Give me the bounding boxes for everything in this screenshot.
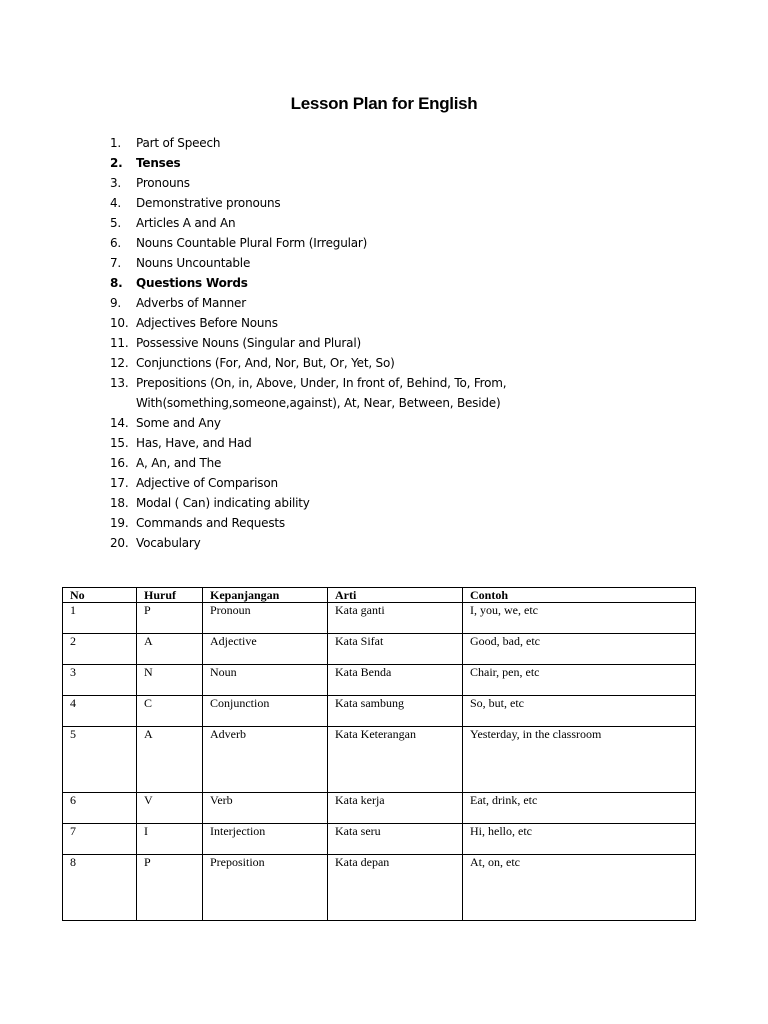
list-item-text: Pronouns <box>136 176 190 190</box>
list-item <box>110 173 536 193</box>
cell-kepanjangan: Adjective <box>203 634 328 665</box>
cell-huruf: V <box>137 793 203 824</box>
list-item <box>110 533 536 553</box>
header-no: No <box>63 588 137 603</box>
list-item <box>110 193 536 213</box>
list-item-text: Tenses <box>136 156 181 170</box>
cell-huruf: C <box>137 696 203 727</box>
list-item-text: Part of Speech <box>136 136 221 150</box>
cell-no: 3 <box>63 665 137 696</box>
table-row <box>63 793 696 824</box>
topic-list <box>110 133 536 553</box>
table-row <box>63 696 696 727</box>
cell-contoh: Chair, pen, etc <box>463 665 696 696</box>
list-item-number: 20. <box>110 536 129 550</box>
list-item-text: Prepositions (On, in, Above, Under, In front of, Behind, To, From, With(something,someone,against), At, Near, Between, Beside) <box>136 376 507 410</box>
cell-no: 8 <box>63 855 137 921</box>
list-item <box>110 473 536 493</box>
list-item <box>110 493 536 513</box>
list-item-number: 17. <box>110 476 129 490</box>
list-item <box>110 253 536 273</box>
list-item-text: Commands and Requests <box>136 516 285 530</box>
cell-contoh: Hi, hello, etc <box>463 824 696 855</box>
list-item-number: 11. <box>110 336 129 350</box>
cell-arti: Kata Keterangan <box>328 727 463 793</box>
list-item-number: 4. <box>110 196 122 210</box>
list-item-number: 9. <box>110 296 122 310</box>
cell-arti: Kata kerja <box>328 793 463 824</box>
list-item <box>110 513 536 533</box>
list-item-number: 8. <box>110 276 123 290</box>
list-item-number: 7. <box>110 256 122 270</box>
table-header-row <box>63 588 696 603</box>
list-item-number: 6. <box>110 236 122 250</box>
cell-huruf: P <box>137 855 203 921</box>
list-item-number: 13. <box>110 376 129 390</box>
list-item-text: Adjective of Comparison <box>136 476 278 490</box>
table-row <box>63 727 696 793</box>
list-item-text: Conjunctions (For, And, Nor, But, Or, Yet, So) <box>136 356 395 370</box>
cell-huruf: A <box>137 727 203 793</box>
list-item-text: Adverbs of Manner <box>136 296 246 310</box>
list-item-number: 15. <box>110 436 129 450</box>
cell-contoh: Good, bad, etc <box>463 634 696 665</box>
list-item <box>110 153 536 173</box>
cell-kepanjangan: Preposition <box>203 855 328 921</box>
list-item-number: 18. <box>110 496 129 510</box>
table-row <box>63 824 696 855</box>
list-item <box>110 413 536 433</box>
cell-contoh: I, you, we, etc <box>463 603 696 634</box>
cell-arti: Kata seru <box>328 824 463 855</box>
list-item <box>110 313 536 333</box>
header-arti: Arti <box>328 588 463 603</box>
list-item-text: Vocabulary <box>136 536 201 550</box>
list-item <box>110 373 536 413</box>
list-item-number: 5. <box>110 216 122 230</box>
cell-kepanjangan: Pronoun <box>203 603 328 634</box>
table-row <box>63 634 696 665</box>
cell-no: 6 <box>63 793 137 824</box>
list-item-number: 2. <box>110 156 123 170</box>
cell-contoh: Eat, drink, etc <box>463 793 696 824</box>
list-item <box>110 293 536 313</box>
table-row <box>63 603 696 634</box>
list-item-text: A, An, and The <box>136 456 222 470</box>
list-item-text: Modal ( Can) indicating ability <box>136 496 310 510</box>
cell-no: 7 <box>63 824 137 855</box>
list-item-text: Questions Words <box>136 276 248 290</box>
list-item-text: Some and Any <box>136 416 221 430</box>
list-item-number: 19. <box>110 516 129 530</box>
cell-no: 4 <box>63 696 137 727</box>
cell-kepanjangan: Noun <box>203 665 328 696</box>
list-item <box>110 353 536 373</box>
list-item-text: Has, Have, and Had <box>136 436 252 450</box>
cell-contoh: At, on, etc <box>463 855 696 921</box>
cell-arti: Kata depan <box>328 855 463 921</box>
cell-arti: Kata Benda <box>328 665 463 696</box>
list-item-number: 16. <box>110 456 129 470</box>
cell-contoh: Yesterday, in the classroom <box>463 727 696 793</box>
cell-arti: Kata ganti <box>328 603 463 634</box>
cell-huruf: P <box>137 603 203 634</box>
list-item-number: 14. <box>110 416 129 430</box>
cell-huruf: I <box>137 824 203 855</box>
list-item <box>110 233 536 253</box>
header-kepanjangan: Kepanjangan <box>203 588 328 603</box>
list-item <box>110 213 536 233</box>
table-row <box>63 855 696 921</box>
cell-huruf: N <box>137 665 203 696</box>
cell-huruf: A <box>137 634 203 665</box>
list-item <box>110 333 536 353</box>
list-item-text: Demonstrative pronouns <box>136 196 281 210</box>
list-item-text: Nouns Countable Plural Form (Irregular) <box>136 236 368 250</box>
cell-no: 1 <box>63 603 137 634</box>
list-item <box>110 453 536 473</box>
list-item-number: 3. <box>110 176 122 190</box>
table-row <box>63 665 696 696</box>
page-title: Lesson Plan for English <box>290 94 478 113</box>
cell-kepanjangan: Interjection <box>203 824 328 855</box>
list-item <box>110 133 536 153</box>
list-item-number: 1. <box>110 136 122 150</box>
cell-contoh: So, but, etc <box>463 696 696 727</box>
cell-kepanjangan: Verb <box>203 793 328 824</box>
list-item <box>110 433 536 453</box>
cell-kepanjangan: Conjunction <box>203 696 328 727</box>
list-item-number: 10. <box>110 316 129 330</box>
list-item-text: Articles A and An <box>136 216 236 230</box>
header-huruf: Huruf <box>137 588 203 603</box>
list-item-text: Nouns Uncountable <box>136 256 251 270</box>
list-item <box>110 273 536 293</box>
cell-arti: Kata sambung <box>328 696 463 727</box>
cell-no: 2 <box>63 634 137 665</box>
header-contoh: Contoh <box>463 588 696 603</box>
cell-no: 5 <box>63 727 137 793</box>
cell-arti: Kata Sifat <box>328 634 463 665</box>
cell-kepanjangan: Adverb <box>203 727 328 793</box>
list-item-text: Adjectives Before Nouns <box>136 316 278 330</box>
list-item-number: 12. <box>110 356 129 370</box>
abbreviation-table <box>62 587 696 921</box>
list-item-text: Possessive Nouns (Singular and Plural) <box>136 336 361 350</box>
